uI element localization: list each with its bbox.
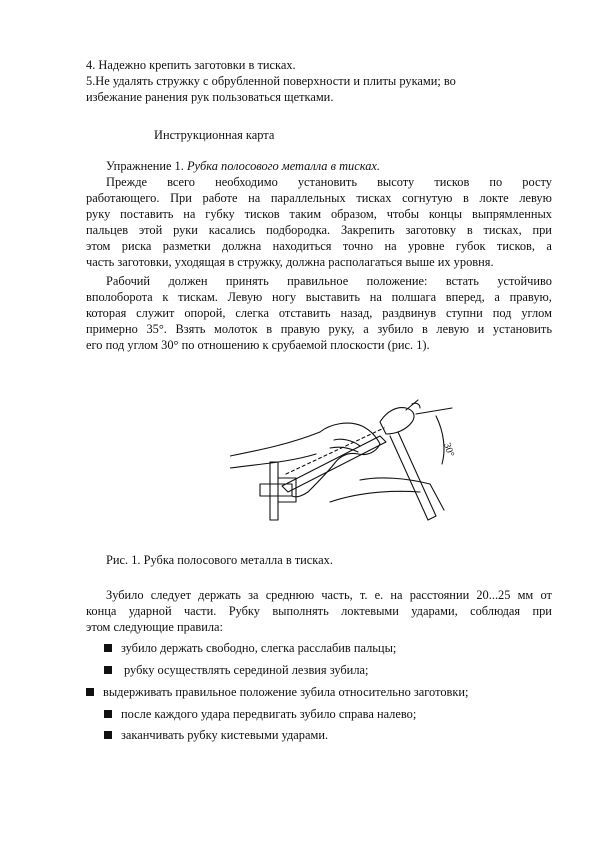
rule-item-5-line1: 5.Не удалять стружку с обрубленной поверхности и плиты руками; во [86, 74, 456, 88]
paragraph-3-line: этом следующие правила: [86, 620, 223, 634]
list-item-text: выдерживать правильное положение зубила относительно заготовки; [103, 685, 469, 699]
paragraph-1-line: руку поставить на губку тисков таким образом, чтобы концы выпрямленных [86, 207, 552, 221]
list-item-text: после каждого удара передвигать зубило справа налево; [121, 707, 417, 721]
paragraph-2-line: вполоборота к тискам. Левую ногу выставить на полшага вперед, а правую, [86, 290, 552, 304]
paragraph-2-line: примерно 35°. Взять молоток в правую руку, а зубило в левую и установить [86, 322, 552, 336]
square-bullet-icon [104, 644, 112, 652]
square-bullet-icon [104, 666, 112, 674]
paragraph-3-line: конца ударной части. Рубку выполнять локтевыми ударами, соблюдая при [86, 604, 552, 618]
hammer-handle [390, 432, 436, 520]
paragraph-2-line: которая служит опорой, слегка отставить назад, раздвинув ступни под углом [86, 306, 552, 320]
list-item-text: рубку осуществлять серединой лезвия зубила; [124, 663, 369, 677]
chiseling-drawing [230, 392, 470, 528]
figure-chiseling-illustration [230, 392, 470, 528]
paragraph-1-line: часть заготовки, уходящая в стружку, должна располагаться выше их уровня. [86, 255, 494, 269]
exercise-title: Рубка полосового металла в тисках. [186, 159, 380, 173]
paragraph-2-line: Рабочий должен принять правильное положение: встать устойчиво [106, 274, 552, 288]
list-item [104, 706, 416, 722]
paragraph-1-line: пальцев этой руки касались подбородка. Закрепить заготовку в тисках, при [86, 223, 552, 237]
list-item [86, 684, 468, 700]
angle-label: 30° [441, 441, 456, 459]
list-item [104, 640, 396, 656]
angle-arc [436, 416, 444, 464]
list-item-text: заканчивать рубку кистевыми ударами. [121, 728, 329, 742]
square-bullet-icon [86, 688, 94, 696]
exercise-heading [106, 158, 380, 174]
square-bullet-icon [104, 731, 112, 739]
list-item [104, 727, 328, 743]
rule-item-4: 4. Надежно крепить заготовки в тисках. [86, 58, 296, 72]
figure-caption: Рис. 1. Рубка полосового металла в тисках. [106, 553, 333, 567]
list-item [104, 662, 368, 678]
paragraph-1-line: Прежде всего необходимо установить высоту тисков по росту [106, 175, 552, 189]
hammer-head [380, 408, 414, 434]
vise-jaw [270, 462, 278, 520]
square-bullet-icon [104, 710, 112, 718]
exercise-label: Упражнение 1. [106, 159, 184, 173]
left-hand [292, 423, 380, 497]
workpiece [260, 484, 292, 496]
rule-item-5-line2: избежание ранения рук пользоваться щетками. [86, 90, 334, 104]
paragraph-3-line: Зубило следует держать за среднюю часть, т. е. на расстоянии 20...25 мм от [106, 588, 552, 602]
paragraph-1-line: работающего. При работе на параллельных тисках согнутую в локте левую [86, 191, 552, 205]
section-title: Инструкционная карта [154, 128, 275, 142]
paragraph-2-line: его под углом 30° по отношению к срубаемой плоскости (рис. 1). [86, 338, 430, 352]
list-item-text: зубило держать свободно, слегка расслабив пальцы; [121, 641, 397, 655]
paragraph-1-line: этом риска разметки должна находиться точно на уровне губок тисков, а [86, 239, 552, 253]
